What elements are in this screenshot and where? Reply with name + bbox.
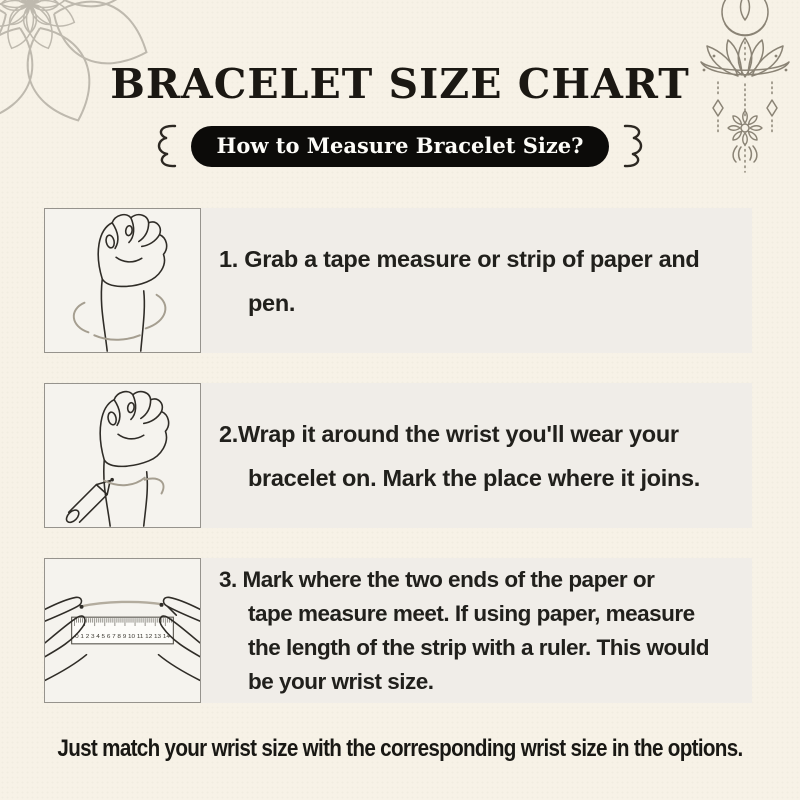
curly-flourish-left-icon (152, 123, 178, 169)
step-3-line-1: 3. Mark where the two ends of the paper or (219, 566, 655, 592)
subtitle-badge: How to Measure Bracelet Size? (191, 126, 610, 167)
footer-note: Just match your wrist size with the corresponding wrist size in the options. (57, 735, 743, 762)
step-1-row (44, 208, 752, 353)
step-1-text (201, 208, 752, 353)
hand-with-tape-loop-icon (45, 209, 200, 352)
step-3-row (44, 558, 752, 703)
step-3-text (201, 558, 752, 703)
step-3-line-2: tape measure meet. If using paper, measure (248, 600, 695, 626)
step-3-line-3: the length of the strip with a ruler. This would (248, 634, 710, 660)
step-3-line-4: be your wrist size. (248, 668, 434, 694)
step-1-line-2: pen. (248, 289, 296, 316)
step-2-row (44, 383, 752, 528)
step-2-line-2: bracelet on. Mark the place where it joins. (248, 464, 701, 491)
step-3-illustration-box (44, 558, 201, 703)
subtitle-badge-row (0, 122, 800, 170)
curly-flourish-right-icon (622, 123, 648, 169)
step-1-line-1: 1. Grab a tape measure or strip of paper and (219, 245, 700, 272)
step-2-line-1: 2.Wrap it around the wrist you'll wear your (219, 420, 679, 447)
step-2-text (201, 383, 752, 528)
step-2-illustration-box (44, 383, 201, 528)
step-1-illustration-box (44, 208, 201, 353)
hand-marking-wrist-with-pen-icon (45, 384, 200, 527)
hands-measuring-strip-on-ruler-icon (45, 559, 200, 702)
page-title: BRACELET SIZE CHART (110, 60, 690, 108)
ruler-numbers: 0 1 2 3 4 5 6 7 8 9 10 11 12 13 14 (75, 633, 170, 640)
